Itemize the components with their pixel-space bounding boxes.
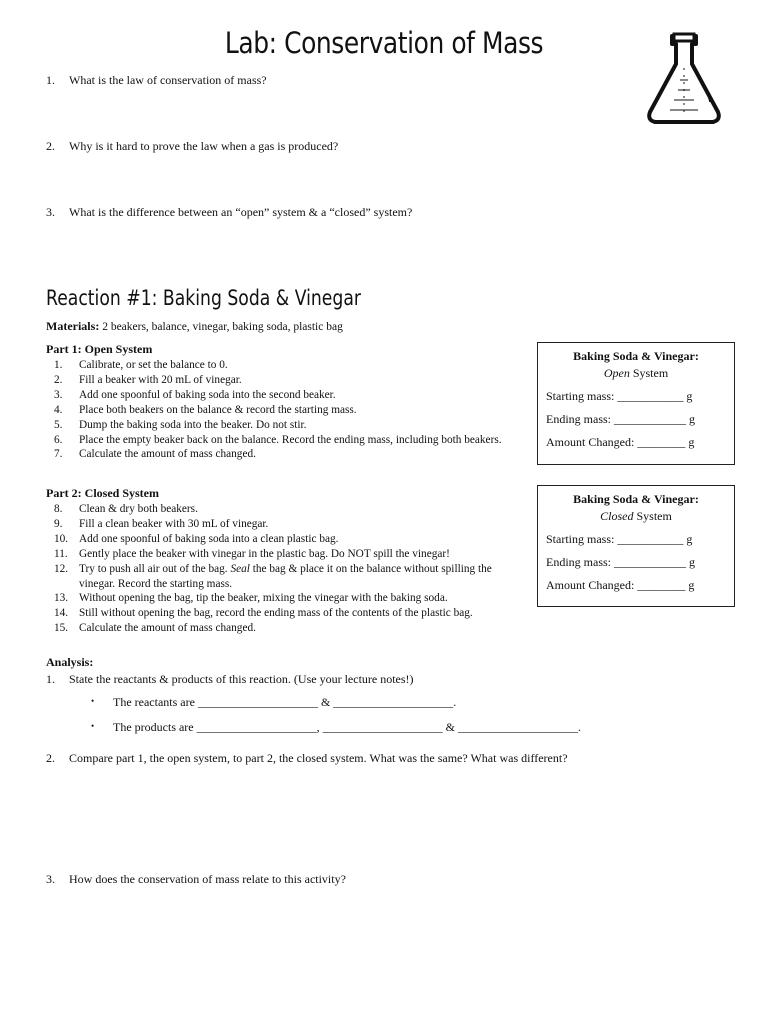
box-title: Baking Soda & Vinegar: [573,492,699,506]
materials-line [46,319,343,334]
box-subtitle: Open System [603,366,669,380]
list-item: 3. Add one spoonful of baking soda into the second beaker. [54,388,336,401]
starting-mass-field[interactable]: Starting mass: ___________ g [546,532,693,546]
list-item: 4. Place both beakers on the balance & record the starting mass. [54,403,357,416]
flask-icon [644,30,724,128]
list-item: 5. Dump the baking soda into the beaker. Do not stir. [54,418,307,431]
ending-mass-field[interactable]: Ending mass: ____________ g [546,412,695,426]
part1-steps [54,358,524,462]
list-item: 13. Without opening the bag, tip the beaker, mixing the vinegar with the baking soda. [54,592,448,605]
amount-changed-field[interactable]: Amount Changed: ________ g [546,578,695,592]
closed-system-box [537,485,735,607]
box-title: Baking Soda & Vinegar: [573,349,699,363]
list-item: 11. Gently place the beaker with vinegar in the plastic bag. Do NOT spill the vinegar! [54,547,450,560]
list-item: 7. Calculate the amount of mass changed. [54,448,256,461]
seal-emphasis: Seal [230,562,250,575]
analysis-heading: Analysis: [46,655,94,669]
part2-heading: Part 2: Closed System [46,486,159,500]
list-item: 2. Fill a beaker with 20 mL of vinegar. [54,373,242,386]
box-subtitle: Closed System [600,509,672,523]
materials-label: Materials: [46,319,100,333]
list-item: 6. Place the empty beaker back on the balance. Record the ending mass, including both beakers. [54,433,502,446]
list-item: 9. Fill a clean beaker with 30 mL of vinegar. [54,517,269,530]
list-item: 10. Add one spoonful of baking soda into a clean plastic bag. [54,532,339,545]
part2-steps [54,502,524,636]
list-item: 1. Calibrate, or set the balance to 0. [54,359,228,371]
ending-mass-field[interactable]: Ending mass: ____________ g [546,555,695,569]
part1-heading: Part 1: Open System [46,342,153,356]
starting-mass-field[interactable]: Starting mass: ___________ g [546,389,693,403]
materials-text: 2 beakers, balance, vinegar, baking soda, plastic bag [102,321,343,333]
amount-changed-field[interactable]: Amount Changed: ________ g [546,435,695,449]
page-title: Lab: Conservation of Mass [224,26,544,60]
open-system-box [537,342,735,465]
list-item: 8. Clean & dry both beakers. [54,503,198,515]
reaction-heading: Reaction #1: Baking Soda & Vinegar [46,286,361,310]
list-item: 14. Still without opening the bag, record the ending mass of the contents of the plastic bag. [54,607,473,620]
bullet-icon: • [91,696,95,706]
list-item: 12. Try to push all air out of the bag. Seal the bag & place it on the balance without spilling the vinegar. Record the starting mass. [54,562,492,590]
list-item: 15. Calculate the amount of mass changed. [54,622,256,635]
bullet-icon: • [91,721,95,731]
